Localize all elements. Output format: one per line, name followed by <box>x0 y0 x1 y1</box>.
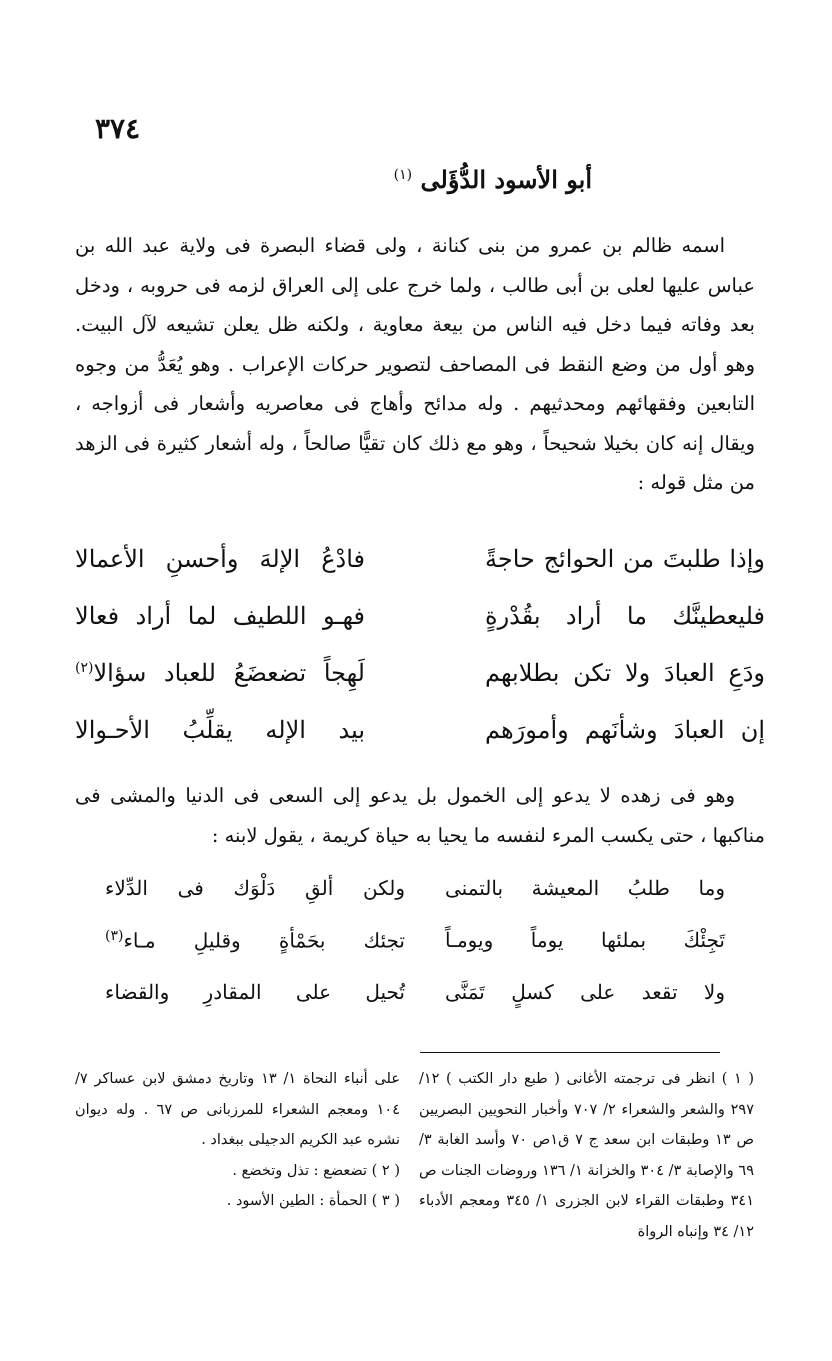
biography-paragraph: اسمه ظالم بن عمرو من بنى كنانة ، ولى قضاء البصرة فى ولاية عبد الله بن عباس عليها لعلى بن أبى طالب ، ولما خرج على إلى العراق لزمه فى حروبه ، ودخل بعد وفاته فيما دخل فيه الناس من بيعة معاوية ، ولكنه ظل يعلن تشيعه لآل البيت. وهو أول من وضع النقط فى المصاحف لتصوير حركات الإعراب . وهو يُعَدُّ من وجوه التابعين وفقهائهم ومحدثيهم . وله مدائح وأهاج فى معاصريه وأشعار فى أزواجه ، ويقال إنه كان بخيلا شحيحاً ، وهو مع ذلك كان تقيًّا صالحاً ، وله أشعار كثيرة فى الزهد من مثل قوله : <box>75 234 755 494</box>
poem-verse <box>75 659 765 716</box>
footnote-ref: (٢) <box>75 660 94 676</box>
poem-zuhd <box>75 545 765 773</box>
verse-second-hemistich: ولكن ألقِ دَلْوَك فى الدِّلاء <box>105 876 405 900</box>
verse-second-hemistich: تُحيل على المقادرِ والقضاء <box>105 980 405 1004</box>
verse-first-hemistich: وإذا طلبتَ من الحوائج حاجةً <box>485 545 765 573</box>
footnotes-left-column <box>75 1064 400 1217</box>
verse-first-hemistich: ولا تقعد على كسلٍ تَمَنَّى <box>445 980 725 1004</box>
poem-verse <box>75 545 765 602</box>
poem-verse <box>75 602 765 659</box>
verse-second-hemistich: فهـو اللطيف لما أراد فعالا <box>75 602 365 630</box>
verse-first-hemistich: ودَعِ العبادَ ولا تكن بطلابهم <box>485 659 765 687</box>
footnotes-right-column <box>419 1064 754 1247</box>
hemistich-text: لَهِجاً تضعضَعُ للعباد سؤالا <box>93 659 365 687</box>
verse-second-hemistich <box>75 659 365 687</box>
poem-verse <box>75 928 765 980</box>
verse-first-hemistich: وما طلبُ المعيشة بالتمنى <box>445 876 725 900</box>
zuhd-paragraph: وهو فى زهده لا يدعو إلى الخمول بل يدعو إلى السعى فى الدنيا والمشى فى مناكبها ، حتى يكسب المرء لنفسه ما يحيا به حياة كريمة ، يقول لابنه : <box>75 784 765 847</box>
hemistich-text: تجئك بحَمْأةٍ وقليلِ مـاء <box>123 928 405 953</box>
title-footnote-ref: (١) <box>393 167 413 183</box>
section-title-text: أبو الأسود الدُّؤَلى <box>420 165 592 194</box>
footnote: على أنباء النحاة ١/ ١٣ وتاريخ دمشق لابن عساكر ٧/ ١٠٤ ومعجم الشعراء للمرزبانى ص ٦٧ . وله ديوان نشره عبد الكريم الدجيلى ببغداد . <box>75 1071 401 1148</box>
verse-first-hemistich: فليعطينَّك ما أراد بقُدْرةٍ <box>485 602 765 630</box>
poem-verse <box>75 876 765 928</box>
footnote-separator <box>420 1052 720 1053</box>
verse-second-hemistich: فادْعُ الإلهَ وأحسنِ الأعمالا <box>75 545 365 573</box>
footnote: ( ٢ ) تضعضع : تذل وتخضع . <box>232 1162 400 1179</box>
verse-second-hemistich: بيد الإله يقلِّبُ الأحـوالا <box>75 716 365 744</box>
page-number: ٣٧٤ <box>95 112 141 145</box>
footnote: ( ٣ ) الحمأة : الطين الأسود . <box>226 1193 400 1209</box>
poem-verse <box>75 980 765 1032</box>
footnote-ref: (٣) <box>105 928 124 944</box>
poem-to-son <box>75 876 765 1032</box>
verse-second-hemistich <box>105 928 405 953</box>
footnote: ( ١ ) انظر فى ترجمته الأغانى ( طبع دار الكتب ) ١٢/ ٢٩٧ والشعر والشعراء ٢/ ٧٠٧ وأخبار النحويين البصريين ص ١٣ وطبقات ابن سعد ج ٧ ق١ص ٧٠ وأسد الغابة ٣/ ٦٩ والإصابة ٣/ ٣٠٤ والخزانة ١/ ١٣٦ وروضات الجنات ص ٣٤١ وطبقات القراء لابن الجزرى ١/ ٣٤٥ ومعجم الأدباء ١٢/ ٣٤ وإنباه الرواة <box>419 1071 755 1240</box>
verse-first-hemistich: تَجِئْكَ بملئها يوماً ويومـاً <box>445 928 725 952</box>
poem-verse <box>75 716 765 773</box>
section-title <box>232 165 592 194</box>
verse-first-hemistich: إن العبادَ وشأنَهم وأمورَهم <box>485 716 765 744</box>
